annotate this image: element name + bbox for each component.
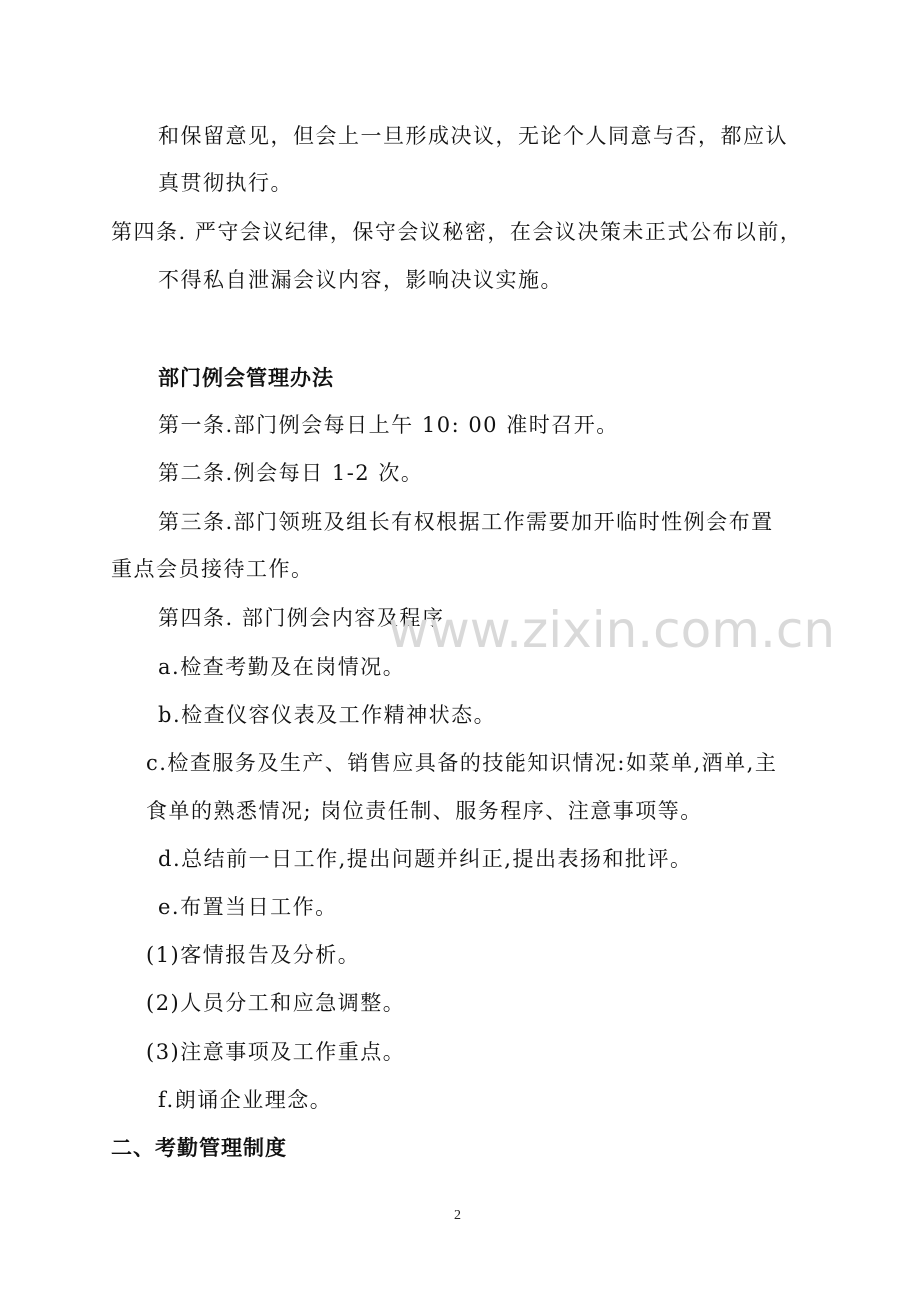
list-item: 食单的熟悉情况; 岗位责任制、服务程序、注意事项等。	[146, 799, 703, 823]
paragraph-line: 真贯彻执行。	[158, 171, 293, 195]
list-item: e.布置当日工作。	[158, 895, 338, 919]
list-item: c.检查服务及生产、销售应具备的技能知识情况:如菜单,酒单,主	[146, 751, 778, 775]
list-item: (2)人员分工和应急调整。	[146, 991, 406, 1015]
list-item: (3)注意事项及工作重点。	[146, 1040, 406, 1064]
paragraph-line: 和保留意见，但会上一旦形成决议，无论个人同意与否，都应认	[158, 124, 788, 148]
list-item: (1)客情报告及分析。	[146, 943, 361, 967]
watermark: www.zixin.com.cn	[388, 601, 836, 659]
rule-line: 重点会员接待工作。	[111, 557, 314, 581]
list-item: b.检查仪容仪表及工作精神状态。	[158, 703, 497, 727]
article-four-line: 第四条. 严守会议纪律，保守会议秘密，在会议决策未正式公布以前，	[111, 220, 803, 244]
section-title: 部门例会管理办法	[158, 366, 334, 390]
rule-line: 第二条.例会每日 1-2 次。	[158, 461, 424, 485]
chapter-heading: 二、考勤管理制度	[111, 1136, 287, 1160]
page-number: 2	[454, 1208, 461, 1223]
list-item: d.总结前一日工作,提出问题并纠正,提出表扬和批评。	[158, 847, 693, 871]
list-item: a.检查考勤及在岗情况。	[158, 655, 406, 679]
list-item: f.朗诵企业理念。	[158, 1088, 333, 1112]
rule-line: 第三条.部门领班及组长有权根据工作需要加开临时性例会布置	[158, 510, 774, 534]
rule-line: 第四条. 部门例会内容及程序	[158, 606, 445, 630]
rule-line: 第一条.部门例会每日上午 10: 00 准时召开。	[158, 413, 619, 437]
paragraph-line: 不得私自泄漏会议内容，影响决议实施。	[158, 268, 563, 292]
